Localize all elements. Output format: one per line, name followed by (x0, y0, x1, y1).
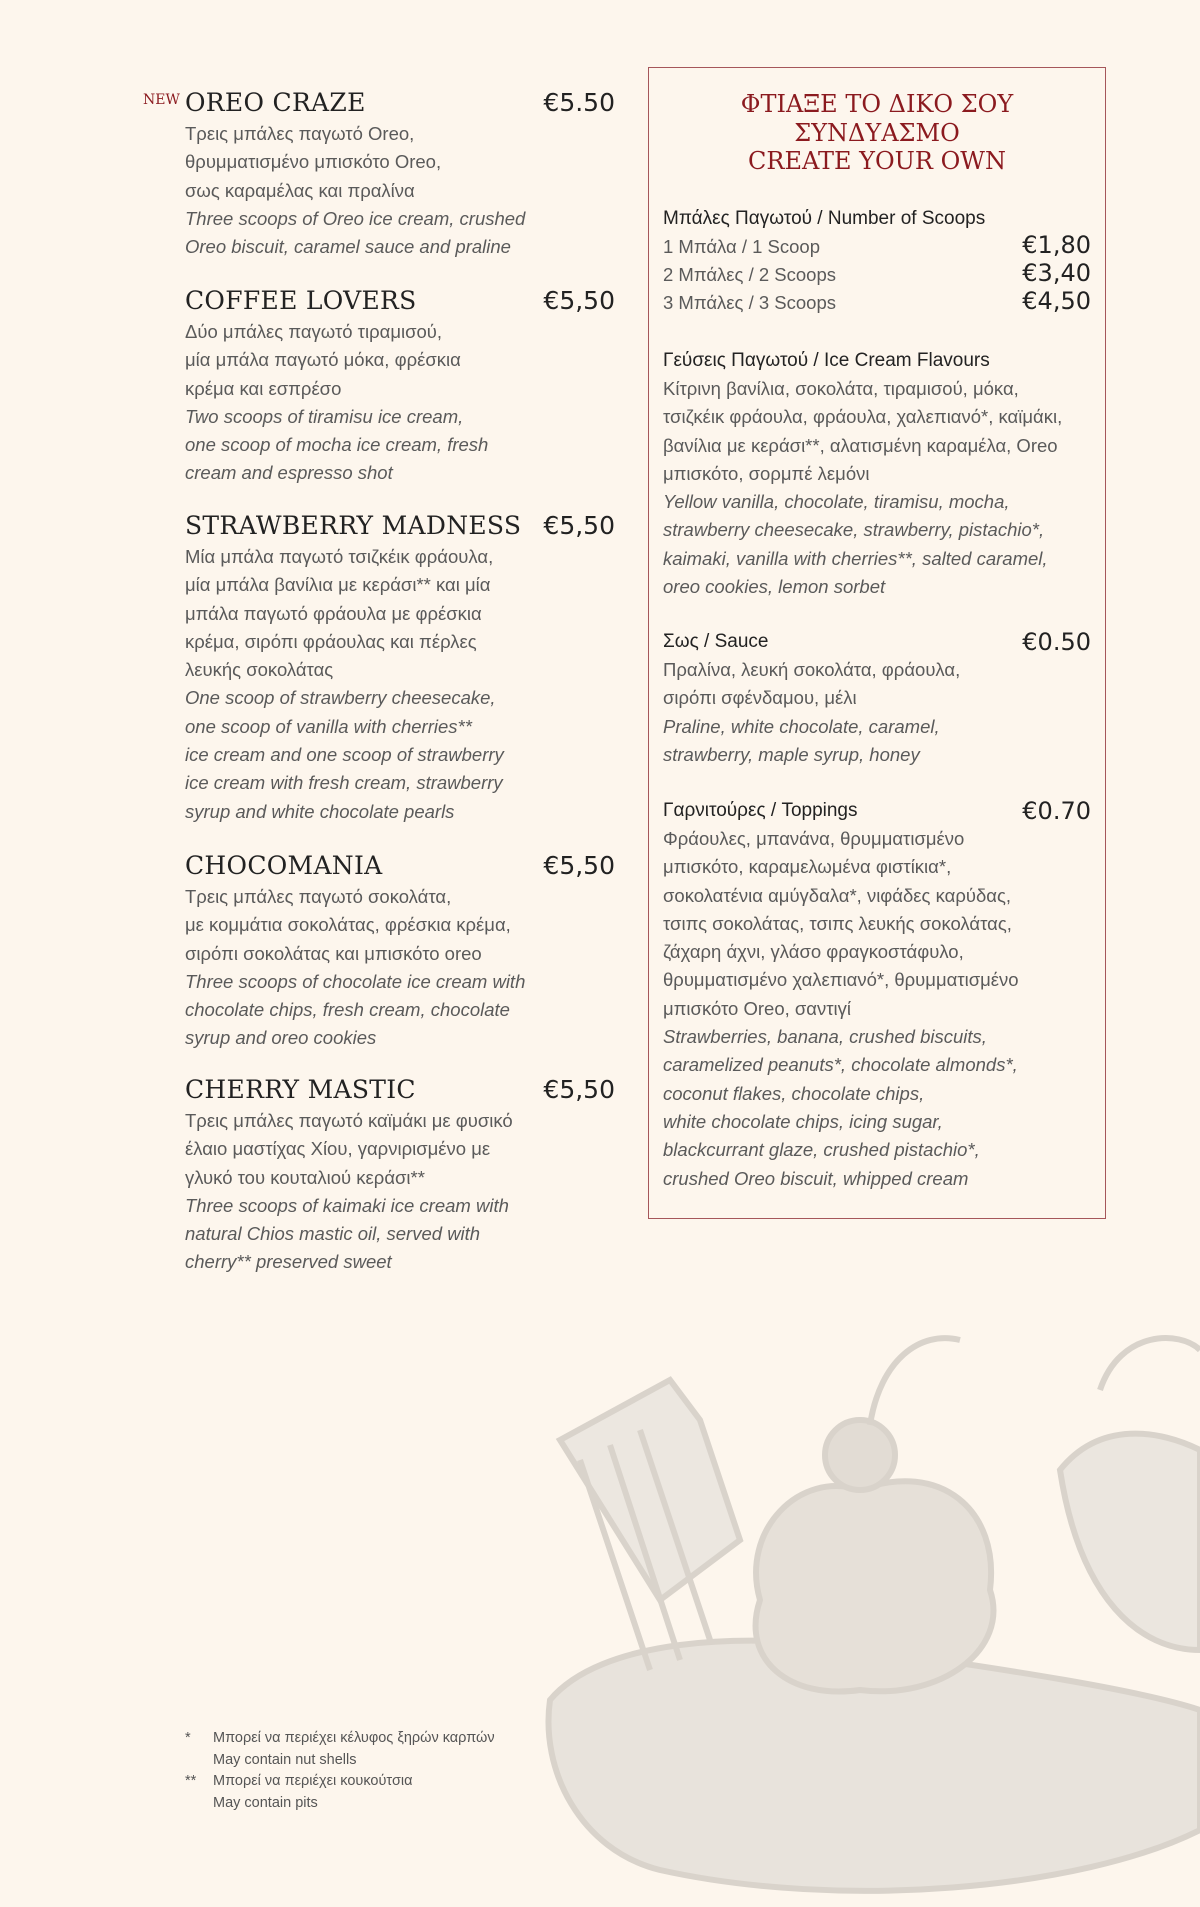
item-title: OREO CRAZE (185, 88, 366, 117)
menu-item (185, 849, 615, 1053)
description-greek-line: Τρεις μπάλες παγωτό καϊμάκι με φυσικό (185, 1110, 513, 1131)
footnote-line (185, 1793, 495, 1815)
flavours-greek-line: Κίτρινη βανίλια, σοκολάτα, τιραμισού, μόκα, (663, 378, 1019, 399)
scoop-price: €3,40 (1022, 259, 1091, 287)
flavours-english-line: oreo cookies, lemon sorbet (663, 576, 886, 598)
footnotes (185, 1728, 495, 1814)
toppings-greek-line: μπισκότο Oreo, σαντιγί (663, 997, 852, 1019)
footnote-text: May contain pits (213, 1794, 318, 1811)
description-greek-line: γλυκό του κουταλιού κεράσι** (185, 1166, 425, 1188)
flavours-english-line: strawberry cheesecake, strawberry, pistachio*, (663, 519, 1045, 541)
description-english-line: ice cream and one scoop of strawberry (185, 744, 504, 766)
footnote-line (185, 1750, 495, 1772)
item-price: €5,50 (543, 1075, 615, 1104)
new-badge: NEW (143, 92, 180, 108)
flavours-greek-line: βανίλια με κεράσι**, αλατισμένη καραμέλα, Oreo (663, 434, 1058, 456)
description-greek-line: Τρεις μπάλες παγωτό σοκολάτα, (185, 886, 452, 907)
description-greek-line: μία μπάλα βανίλια με κεράσι** και μία (185, 574, 491, 596)
ice-cream-sundae-illustration (540, 1270, 1200, 1907)
flavours-english-line: kaimaki, vanilla with cherries**, salted caramel, (663, 547, 1048, 569)
toppings-english-line: crushed Oreo biscuit, whipped cream (663, 1167, 969, 1189)
footnote-mark: ** (185, 1773, 197, 1789)
description-english-line: one scoop of vanilla with cherries** (185, 715, 472, 737)
description-english-line: cherry** preserved sweet (185, 1251, 392, 1273)
description-english-line: Oreo biscuit, caramel sauce and praline (185, 236, 511, 258)
scoop-label: 3 Μπάλες / 3 Scoops (663, 292, 837, 313)
description-english-line: one scoop of mocha ice cream, fresh (185, 434, 489, 456)
footnote-text: Μπορεί να περιέχει κέλυφος ξηρών καρπών (213, 1730, 495, 1746)
sauce-section (663, 628, 1091, 769)
toppings-heading: Γαρνιτούρες / Toppings (663, 800, 858, 821)
item-title: STRAWBERRY MADNESS (185, 511, 522, 540)
menu-item (185, 1073, 615, 1277)
description-greek-line: με κομμάτια σοκολάτας, φρέσκια κρέμα, (185, 914, 511, 936)
description-greek-line: θρυμματισμένο μπισκότο Oreo, (185, 151, 442, 173)
description-greek-line: μία μπάλα παγωτό μόκα, φρέσκια (185, 349, 461, 371)
sauce-greek-line: Πραλίνα, λευκή σοκολάτα, φράουλα, (663, 659, 961, 680)
sauce-english-line: Praline, white chocolate, caramel, (663, 715, 940, 737)
item-price: €5,50 (543, 286, 615, 315)
description-greek-line: Μία μπάλα παγωτό τσιζκέικ φράουλα, (185, 546, 494, 567)
description-greek-line: λευκής σοκολάτας (185, 659, 334, 681)
toppings-greek-line: ζάχαρη άχνι, γλάσο φραγκοστάφυλο, (663, 941, 964, 963)
toppings-english-line: caramelized peanuts*, chocolate almonds*, (663, 1054, 1018, 1076)
description-greek-line: έλαιο μαστίχας Χίου, γαρνιρισμένο με (185, 1138, 491, 1160)
description-english-line: cream and espresso shot (185, 462, 393, 484)
flavours-section (663, 347, 1091, 601)
scoop-row (663, 233, 1091, 261)
toppings-greek-line: σοκολατένια αμύγδαλα*, νιφάδες καρύδας, (663, 884, 1012, 906)
scoops-section (663, 205, 1091, 317)
panel-title (649, 90, 1105, 176)
menu-item (143, 86, 615, 261)
description-greek-line: κρέμα, σιρόπι φράουλας και πέρλες (185, 630, 477, 652)
title-line: CREATE YOUR OWN (748, 147, 1006, 175)
toppings-greek-line: μπισκότο, καραμελωμένα φιστίκια*, (663, 856, 952, 878)
sauce-english-line: strawberry, maple syrup, honey (663, 743, 920, 765)
scoop-price: €1,80 (1022, 231, 1091, 259)
sauce-greek-line: σιρόπι σφένδαμου, μέλι (663, 687, 857, 709)
description-english-line: syrup and oreo cookies (185, 1027, 377, 1049)
description-greek-line: Δύο μπάλες παγωτό τιραμισού, (185, 321, 443, 342)
create-your-own-panel (648, 67, 1106, 1219)
item-price: €5.50 (543, 88, 615, 117)
flavours-greek-line: τσιζκέικ φράουλα, φράουλα, χαλεπιανό*, καϊμάκι, (663, 406, 1063, 428)
sauce-price: €0.50 (1022, 628, 1091, 656)
description-english-line: chocolate chips, fresh cream, chocolate (185, 999, 510, 1021)
item-price: €5,50 (543, 851, 615, 880)
toppings-english-line: white chocolate chips, icing sugar, (663, 1110, 943, 1132)
description-greek-line: σιρόπι σοκολάτας και μπισκότο oreo (185, 942, 482, 964)
description-english-line: Three scoops of chocolate ice cream with (185, 970, 526, 992)
description-english-line: syrup and white chocolate pearls (185, 800, 455, 822)
sauce-heading: Σως / Sauce (663, 631, 769, 652)
flavours-heading: Γεύσεις Παγωτού / Ice Cream Flavours (663, 350, 990, 371)
scoop-row (663, 289, 1091, 317)
footnote-mark: * (185, 1730, 191, 1746)
footnote-text: Μπορεί να περιέχει κουκούτσια (213, 1773, 413, 1789)
item-title: COFFEE LOVERS (185, 286, 417, 315)
toppings-english-line: coconut flakes, chocolate chips, (663, 1082, 925, 1104)
menu-item (185, 284, 615, 488)
toppings-price: €0.70 (1022, 797, 1091, 825)
toppings-greek-line: Φράουλες, μπανάνα, θρυμματισμένο (663, 828, 965, 849)
item-title: CHOCOMANIA (185, 851, 383, 880)
toppings-greek-line: τσιπς σοκολάτας, τσιπς λευκής σοκολάτας, (663, 912, 1012, 934)
description-english-line: ice cream with fresh cream, strawberry (185, 772, 503, 794)
description-english-line: natural Chios mastic oil, served with (185, 1223, 481, 1245)
title-line: ΣΥΝΔΥΑΣΜΟ (794, 118, 960, 147)
flavours-english-line: Yellow vanilla, chocolate, tiramisu, mocha, (663, 491, 1010, 513)
footnote-line (185, 1771, 495, 1793)
toppings-english-line: Strawberries, banana, crushed biscuits, (663, 1026, 987, 1048)
menu-item (185, 509, 615, 826)
description-greek-line: κρέμα και εσπρέσο (185, 377, 342, 399)
flavours-greek-line: μπισκότο, σορμπέ λεμόνι (663, 462, 870, 484)
item-title: CHERRY MASTIC (185, 1075, 416, 1104)
description-greek-line: μπάλα παγωτό φράουλα με φρέσκια (185, 602, 482, 624)
description-english-line: Three scoops of kaimaki ice cream with (185, 1194, 509, 1216)
footnote-text: May contain nut shells (213, 1751, 357, 1768)
scoops-heading: Μπάλες Παγωτού / Number of Scoops (663, 208, 986, 229)
scoop-price: €4,50 (1022, 287, 1091, 315)
title-line: ΦΤΙΑΞΕ ΤΟ ΔΙΚΟ ΣΟΥ (740, 90, 1014, 118)
scoop-row (663, 261, 1091, 289)
description-greek-line: Τρεις μπάλες παγωτό Oreo, (185, 123, 415, 144)
description-greek-line: σως καραμέλας και πραλίνα (185, 179, 415, 201)
scoop-label: 2 Μπάλες / 2 Scoops (663, 264, 837, 285)
description-english-line: Three scoops of Oreo ice cream, crushed (185, 207, 526, 229)
toppings-section (663, 797, 1091, 1193)
scoop-label: 1 Μπάλα / 1 Scoop (663, 236, 821, 257)
description-english-line: Two scoops of tiramisu ice cream, (185, 405, 464, 427)
toppings-english-line: blackcurrant glaze, crushed pistachio*, (663, 1139, 980, 1161)
item-price: €5,50 (543, 511, 615, 540)
footnote-line (185, 1728, 495, 1750)
description-english-line: One scoop of strawberry cheesecake, (185, 687, 496, 709)
toppings-greek-line: θρυμματισμένο χαλεπιανό*, θρυμματισμένο (663, 969, 1019, 991)
